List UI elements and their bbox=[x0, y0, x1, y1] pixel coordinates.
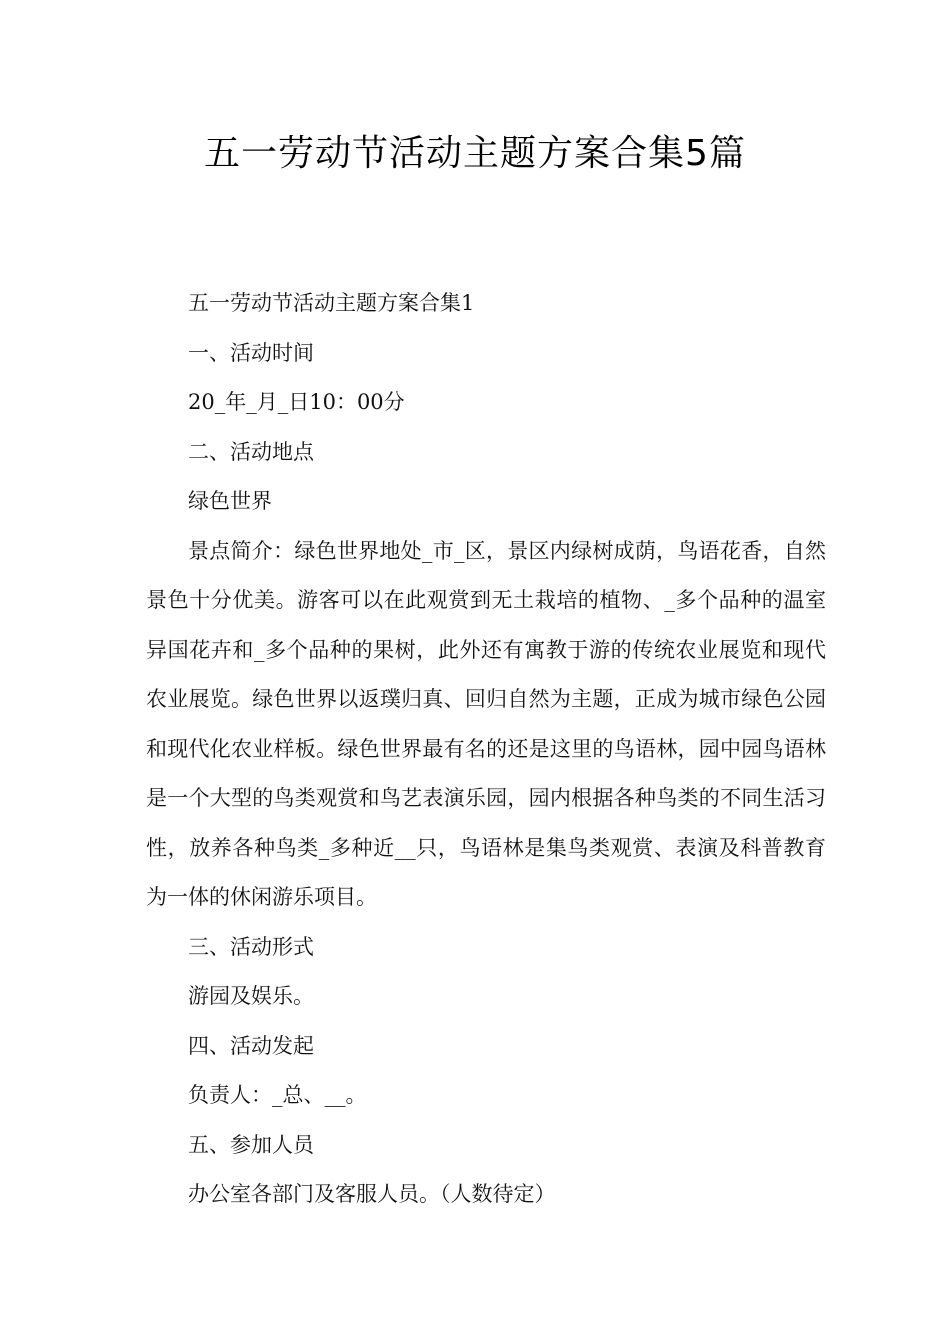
item-heading-location: 二、活动地点 bbox=[188, 439, 314, 464]
activity-location: 绿色世界 bbox=[188, 489, 272, 513]
organizer-text: 负责人：_总、__。 bbox=[188, 1083, 367, 1107]
location-description: 景点简介：绿色世界地处_市_区，景区内绿树成荫，鸟语花香，自然景色十分优美。游客可以在此观赏到无土栽培的植物、_多个品种的温室异国花卉和_多个品种的果树，此外还有寓教于游的传统农业展览和现代农业展览。绿色世界以返璞归真、回归自然为主题，正成为城市绿色公园和现代化农业样板。绿色世界最有名的还是这里的鸟语林，园中园鸟语林是一个大型的鸟类观赏和鸟艺表演乐园，园内根据各种鸟类的不同生活习性，放养各种鸟类_多种近__只，鸟语林是集鸟类观赏、表演及科普教育为一体的休闲游乐项目。 bbox=[146, 538, 826, 909]
participants-text: 办公室各部门及客服人员。（人数待定） bbox=[188, 1182, 556, 1206]
item-heading-organizer: 四、活动发起 bbox=[188, 1033, 314, 1058]
item-heading-format: 三、活动形式 bbox=[188, 934, 314, 959]
document-title: 五一劳动节活动主题方案合集5篇 bbox=[204, 133, 746, 174]
item-heading-time: 一、活动时间 bbox=[188, 340, 314, 365]
item-heading-participants: 五、参加人员 bbox=[188, 1132, 314, 1157]
document-body bbox=[146, 279, 826, 1220]
section-heading: 五一劳动节活动主题方案合集1 bbox=[188, 291, 475, 315]
activity-format: 游园及娱乐。 bbox=[188, 984, 314, 1008]
activity-time: 20_年_月_日10：00分 bbox=[188, 390, 405, 414]
